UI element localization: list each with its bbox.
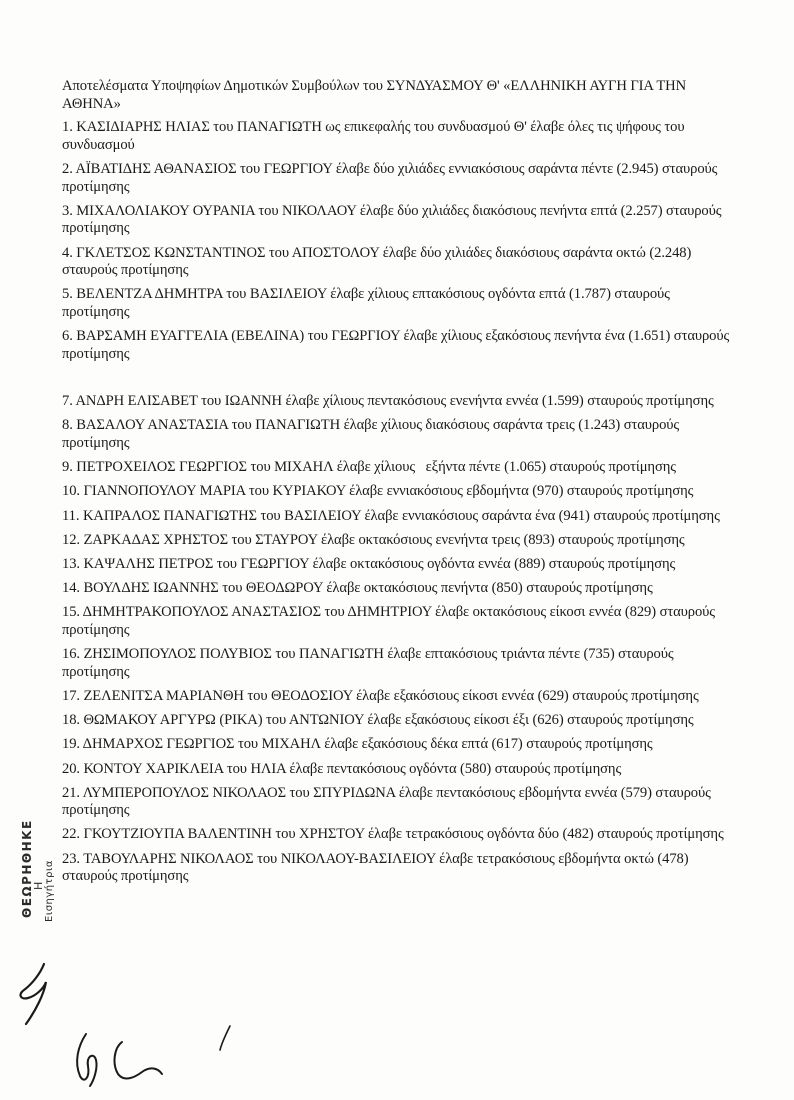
- stamp-line-2: Η: [32, 881, 45, 890]
- candidate-entry-18: 18. ΘΩΜΑΚΟΥ ΑΡΓΥΡΩ (ΡΙΚΑ) του ΑΝΤΩΝΙΟΥ έλαβε εξακόσιους είκοσι έξι (626) σταυρούς προτίμησης: [62, 712, 694, 729]
- candidate-entry-8: 8. ΒΑΣΑΛΟΥ ΑΝΑΣΤΑΣΙΑ του ΠΑΝΑΓΙΩΤΗ έλαβε χίλιους διακόσιους σαράντα τρεις (1.243) σταυρούς προτίμησης: [62, 417, 680, 452]
- signature-mark-left: [14, 960, 54, 1030]
- candidate-entry-7: 7. ΑΝΔΡΗ ΕΛΙΣΑΒΕΤ του ΙΩΑΝΝΗ έλαβε χίλιους πεντακόσιους ενενήντα εννέα (1.599) σταυρούς προτίμησης: [62, 393, 714, 410]
- candidate-entry-19: 19. ΔΗΜΑΡΧΟΣ ΓΕΩΡΓΙΟΣ του ΜΙΧΑΗΛ έλαβε εξακόσιους δέκα επτά (617) σταυρούς προτίμησης: [62, 736, 653, 753]
- candidate-entry-3: 3. ΜΙΧΑΛΟΛΙΑΚΟΥ ΟΥΡΑΝΙΑ του ΝΙΚΟΛΑΟΥ έλαβε δύο χιλιάδες διακόσιους πενήντα επτά (2.257) σταυρούς προτίμησης: [62, 202, 722, 237]
- candidate-entry-17: 17. ΖΕΛΕΝΙΤΣΑ ΜΑΡΙΑΝΘΗ του ΘΕΟΔΟΣΙΟΥ έλαβε εξακόσιους είκοσι εννέα (629) σταυρούς προτίμησης: [62, 687, 699, 704]
- candidate-entry-23: 23. ΤΑΒΟΥΛΑΡΗΣ ΝΙΚΟΛΑΟΣ του ΝΙΚΟΛΑΟΥ-ΒΑΣΙΛΕΙΟΥ έλαβε τετρακόσιους εβδομήντα οκτώ (478) σταυρούς προτίμησης: [62, 850, 689, 885]
- candidate-entry-12: 12. ΖΑΡΚΑΔΑΣ ΧΡΗΣΤΟΣ του ΣΤΑΥΡΟΥ έλαβε οκτακόσιους ενενήντα τρεις (893) σταυρούς προτίμησης: [62, 531, 685, 548]
- candidate-entry-9: 9. ΠΕΤΡΟΧΕΙΛΟΣ ΓΕΩΡΓΙΟΣ του ΜΙΧΑΗΛ έλαβε χίλιους εξήντα πέντε (1.065) σταυρούς προτίμησης: [62, 459, 676, 476]
- candidate-entry-21: 21. ΛΥΜΠΕΡΟΠΟΥΛΟΣ ΝΙΚΟΛΑΟΣ του ΣΠΥΡΙΔΩΝΑ έλαβε πεντακόσιους εβδομήντα εννέα (579) σταυρούς προτίμησης: [62, 784, 711, 819]
- candidate-entry-11: 11. ΚΑΠΡΑΛΟΣ ΠΑΝΑΓΙΩΤΗΣ του ΒΑΣΙΛΕΙΟΥ έλαβε εννιακόσιους σαράντα ένα (941) σταυρούς προτίμησης: [62, 507, 720, 524]
- document-heading: Αποτελέσματα Υποψηφίων Δημοτικών Συμβούλων του ΣΥΝΔΥΑΣΜΟΥ Θ' «ΕΛΛΗΝΙΚΗ ΑΥΓΗ ΓΙΑ ΤΗΝ ΑΘΗΝΑ»: [62, 78, 687, 112]
- candidate-entry-1: 1. ΚΑΣΙΔΙΑΡΗΣ ΗΛΙΑΣ του ΠΑΝΑΓΙΩΤΗ ως επικεφαλής του συνδυασμού Θ' έλαβε όλες τις ψήφους του συνδυασμού: [62, 119, 685, 153]
- candidate-entry-6: 6. ΒΑΡΣΑΜΗ ΕΥΑΓΓΕΛΙΑ (ΕΒΕΛΙΝΑ) του ΓΕΩΡΓΙΟΥ έλαβε χίλιους εξακόσιους πενήντα ένα (1.651) σταυρούς προτίμησης: [62, 328, 730, 362]
- results-text: [62, 78, 734, 892]
- candidate-entry-10: 10. ΓΙΑΝΝΟΠΟΥΛΟΥ ΜΑΡΙΑ του ΚΥΡΙΑΚΟΥ έλαβε εννιακόσιους εβδομήντα (970) σταυρούς προτίμησης: [62, 483, 694, 500]
- candidate-entry-16: 16. ΖΗΣΙΜΟΠΟΥΛΟΣ ΠΟΛΥΒΙΟΣ του ΠΑΝΑΓΙΩΤΗ έλαβε επτακόσιους τριάντα πέντε (735) σταυρούς προτίμησης: [62, 646, 674, 680]
- candidate-entry-15: 15. ΔΗΜΗΤΡΑΚΟΠΟΥΛΟΣ ΑΝΑΣΤΑΣΙΟΣ του ΔΗΜΗΤΡΙΟΥ έλαβε οκτακόσιους είκοσι εννέα (829) σταυρούς προτίμησης: [62, 604, 715, 638]
- candidate-entry-2: 2. ΑΪΒΑΤΙΔΗΣ ΑΘΑΝΑΣΙΟΣ του ΓΕΩΡΓΙΟΥ έλαβε δύο χιλιάδες εννιακόσιους σαράντα πέντε (2.945) σταυρούς προτίμησης: [62, 160, 718, 195]
- candidate-entry-13: 13. ΚΑΨΑΛΗΣ ΠΕΤΡΟΣ του ΓΕΩΡΓΙΟΥ έλαβε οκτακόσιους ογδόντα εννέα (889) σταυρούς προτίμησης: [62, 556, 676, 572]
- pen-stroke-mark: [212, 1022, 240, 1052]
- approval-stamp: [14, 819, 55, 960]
- candidate-entry-14: 14. ΒΟΥΛΔΗΣ ΙΩΑΝΝΗΣ του ΘΕΟΔΩΡΟΥ έλαβε οκτακόσιους πενήντα (850) σταυρούς προτίμησης: [62, 580, 653, 597]
- candidate-entry-22: 22. ΓΚΟΥΤΖΙΟΥΠΑ ΒΑΛΕΝΤΙΝΗ του ΧΡΗΣΤΟΥ έλαβε τετρακόσιους ογδόντα δύο (482) σταυρούς προτίμησης: [62, 826, 724, 843]
- candidate-entry-20: 20. ΚΟΝΤΟΥ ΧΑΡΙΚΛΕΙΑ του ΗΛΙΑ έλαβε πεντακόσιους ογδόντα (580) σταυρούς προτίμησης: [62, 760, 622, 777]
- signature-bottom: [58, 1028, 178, 1088]
- stamp-line-1: ΘΕΩΡΗΘΗΚΕ: [20, 819, 34, 918]
- candidate-entry-5: 5. ΒΕΛΕΝΤΖΑ ΔΗΜΗΤΡΑ του ΒΑΣΙΛΕΙΟΥ έλαβε χίλιους επτακόσιους ογδόντα επτά (1.787) σταυρούς προτίμησης: [62, 286, 670, 320]
- stamp-line-3: Εισηγήτρια: [44, 860, 55, 922]
- candidate-entry-4: 4. ΓΚΛΕΤΣΟΣ ΚΩΝΣΤΑΝΤΙΝΟΣ του ΑΠΟΣΤΟΛΟΥ έλαβε δύο χιλιάδες διακόσιους σαράντα οκτώ (2.248) σταυρούς προτίμησης: [62, 244, 692, 279]
